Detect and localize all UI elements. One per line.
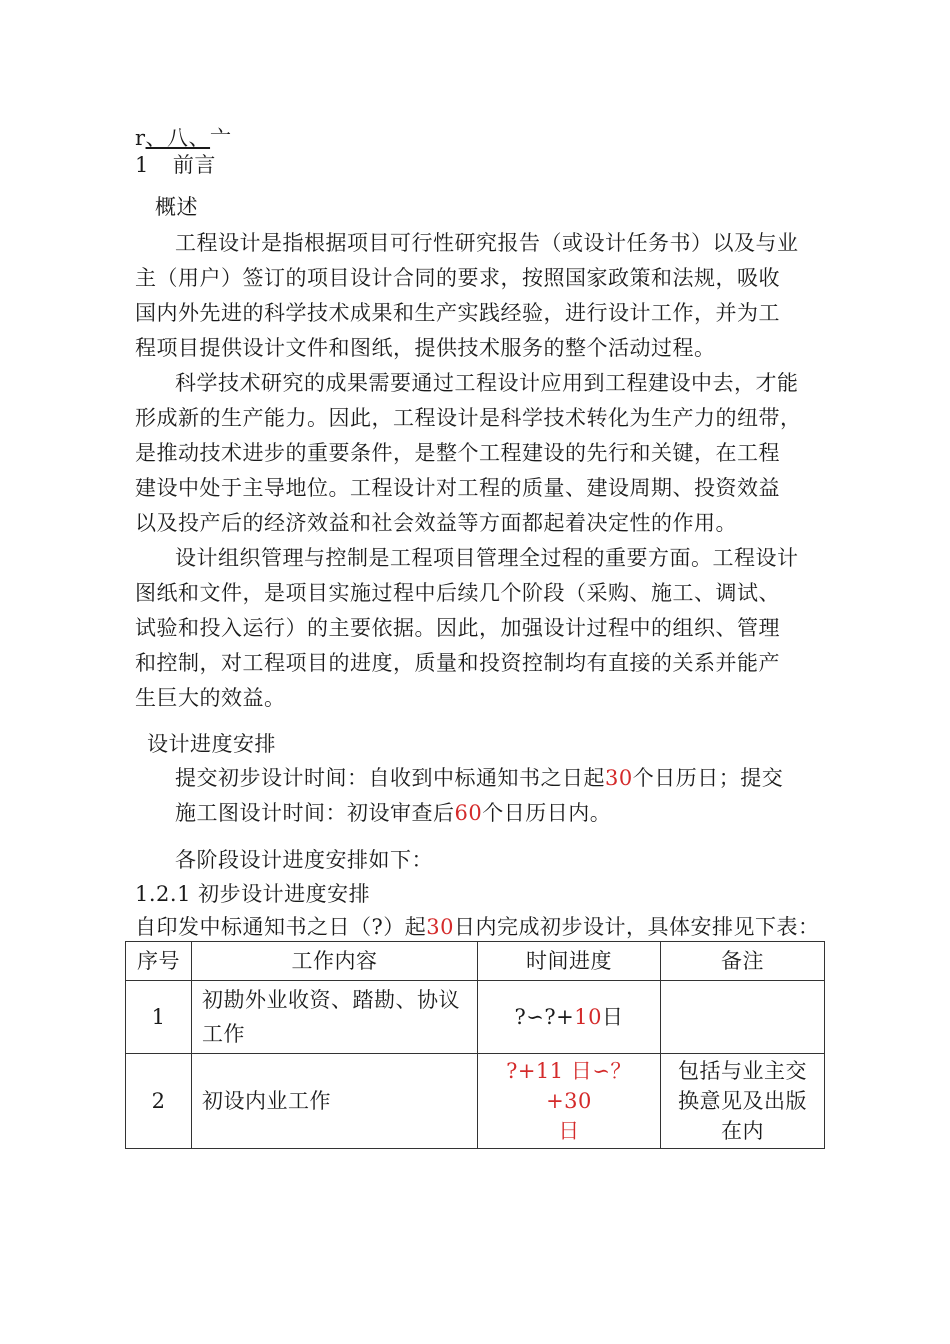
table-cell-note: 包括与业主交 换意见及出版 在内	[661, 1054, 825, 1149]
table-row	[126, 981, 825, 1054]
paragraph-line: 是推动技术进步的重要条件，是整个工程建设的先行和关键，在工程	[135, 441, 780, 465]
table-cell-time: ?∽?+10日	[478, 981, 661, 1054]
table-header-row	[126, 942, 825, 981]
paragraph-line: 形成新的生产能力。因此，工程设计是科学技术转化为生产力的纽带，	[135, 406, 802, 430]
paragraph-line: 建设中处于主导地位。工程设计对工程的质量、建设周期、投资效益	[135, 476, 780, 500]
schedule-intro: 各阶段设计进度安排如下：	[175, 848, 433, 872]
table-header-cell: 工作内容	[192, 942, 478, 981]
chapter-title: 前言	[172, 153, 216, 177]
paragraph-line: 试验和投入运行）的主要依据。因此，加强设计过程中的组织、管理	[135, 616, 780, 640]
table-header-cell: 时间进度	[478, 942, 661, 981]
paragraph-line: 工程设计是指根据项目可行性研究报告（或设计任务书）以及与业	[175, 231, 799, 255]
header-fragment: r、八、亠	[135, 126, 232, 150]
table-cell-note	[661, 981, 825, 1054]
paragraph-line: 以及投产后的经济效益和社会效益等方面都起着决定性的作用。	[135, 511, 737, 535]
schedule-table	[125, 941, 825, 1149]
chapter-number: 1	[135, 153, 149, 177]
table-row	[126, 1054, 825, 1149]
schedule-heading: 设计进度安排	[147, 732, 276, 756]
paragraph-line: 和控制，对工程项目的进度，质量和投资控制均有直接的关系并能产	[135, 651, 780, 675]
paragraph-line: 国内外先进的科学技术成果和生产实践经验，进行设计工作，并为工	[135, 301, 780, 325]
overview-heading: 概述	[155, 195, 198, 219]
table-cell-work: 初设内业工作	[192, 1054, 478, 1149]
paragraph-line: 程项目提供设计文件和图纸，提供技术服务的整个活动过程。	[135, 336, 716, 360]
paragraph-line: 科学技术研究的成果需要通过工程设计应用到工程建设中去，才能	[175, 371, 799, 395]
table-cell-work: 初勘外业收资、踏勘、协议 工作	[192, 981, 478, 1054]
table-header-cell: 备注	[661, 942, 825, 981]
paragraph-line: 设计组织管理与控制是工程项目管理全过程的重要方面。工程设计	[175, 546, 799, 570]
subsection-intro: 自印发中标通知书之日（?）起30日内完成初步设计，具体安排见下表：	[135, 915, 820, 939]
subsection-heading: 1.2.1 初步设计进度安排	[135, 882, 371, 906]
paragraph-line: 图纸和文件，是项目实施过程中后续几个阶段（采购、施工、调试、	[135, 581, 780, 605]
table-cell-index: 1	[126, 981, 192, 1054]
table-cell-time: ?+11 日∽？ +30 日	[478, 1054, 661, 1149]
paragraph-line: 主（用户）签订的项目设计合同的要求，按照国家政策和法规，吸收	[135, 266, 780, 290]
schedule-line-2: 施工图设计时间：初设审查后60个日历日内。	[175, 801, 612, 825]
paragraph-line: 生巨大的效益。	[135, 686, 286, 710]
table-cell-index: 2	[126, 1054, 192, 1149]
schedule-line-1: 提交初步设计时间：自收到中标通知书之日起30个日历日；提交	[175, 766, 784, 790]
table-header-cell: 序号	[126, 942, 192, 981]
chapter-heading	[135, 151, 216, 179]
